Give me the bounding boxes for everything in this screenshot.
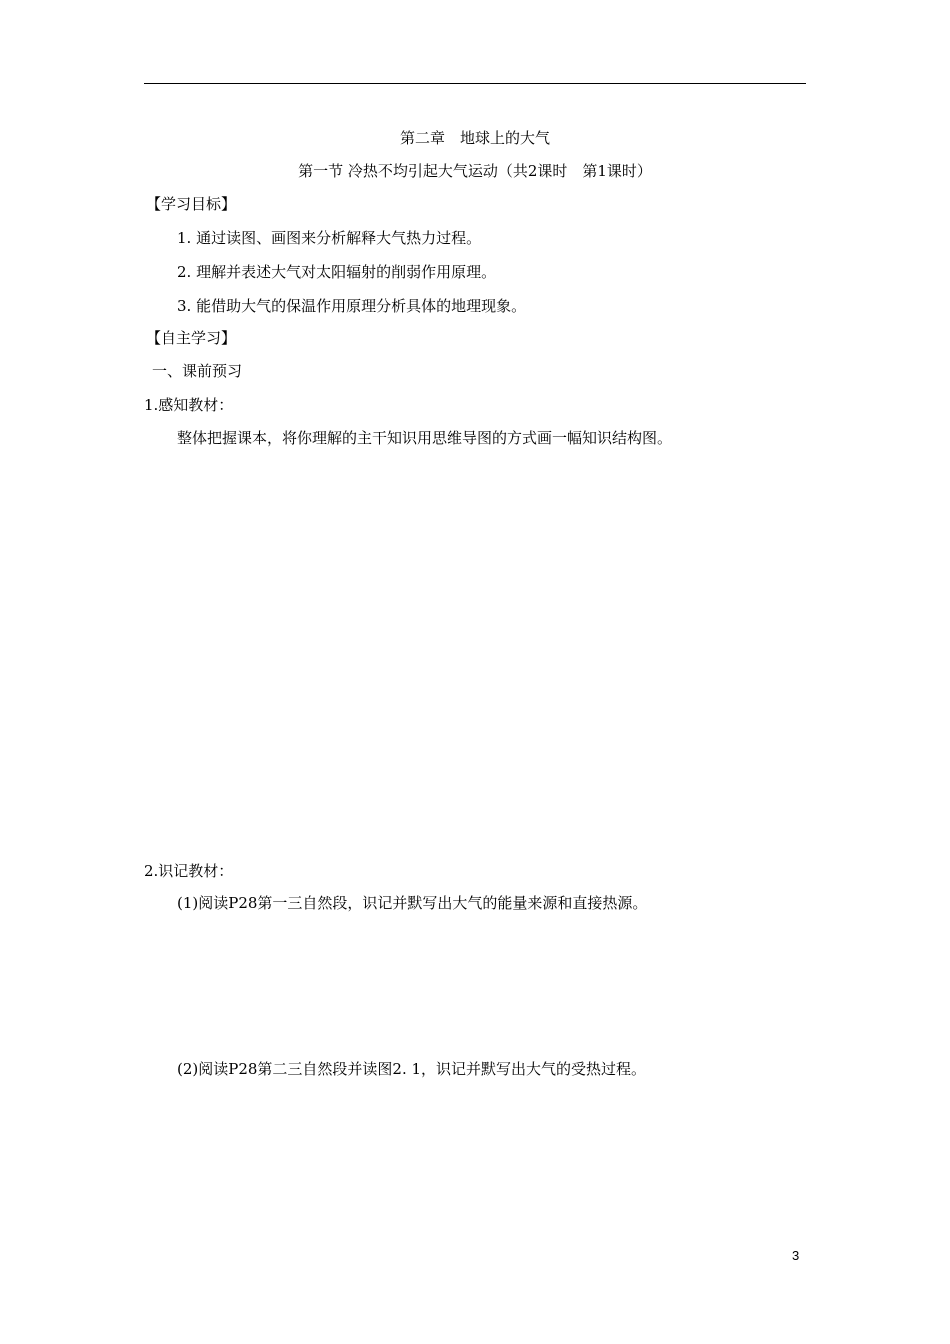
page-number: 3 <box>792 1248 800 1263</box>
question-2-title: 2.识记教材： <box>144 862 234 880</box>
question-1-text: 整体把握课本，将你理解的主干知识用思维导图的方式画一幅知识结构图。 <box>177 429 673 447</box>
question-1-title: 1.感知教材： <box>144 396 234 414</box>
objectives-heading: 【学习目标】 <box>146 195 237 213</box>
objective-item-3: 3. 能借助大气的保温作用原理分析具体的地理现象。 <box>177 297 527 315</box>
chapter-title: 第二章 地球上的大气 <box>399 129 550 147</box>
preview-heading: 一、课前预习 <box>152 362 243 380</box>
objective-item-1: 1. 通过读图、画图来分析解释大气热力过程。 <box>177 229 482 247</box>
section-title: 第一节 冷热不均引起大气运动（共2课时 第1课时） <box>298 162 652 180</box>
question-2a-text: (1)阅读P28第一三自然段，识记并默写出大气的能量来源和直接热源。 <box>177 894 648 912</box>
self-study-heading: 【自主学习】 <box>146 329 237 347</box>
question-2b-text: (2)阅读P28第二三自然段并读图2. 1，识记并默写出大气的受热过程。 <box>177 1060 647 1078</box>
objective-item-2: 2. 理解并表述大气对太阳辐射的削弱作用原理。 <box>177 263 497 281</box>
header-rule <box>144 83 806 84</box>
